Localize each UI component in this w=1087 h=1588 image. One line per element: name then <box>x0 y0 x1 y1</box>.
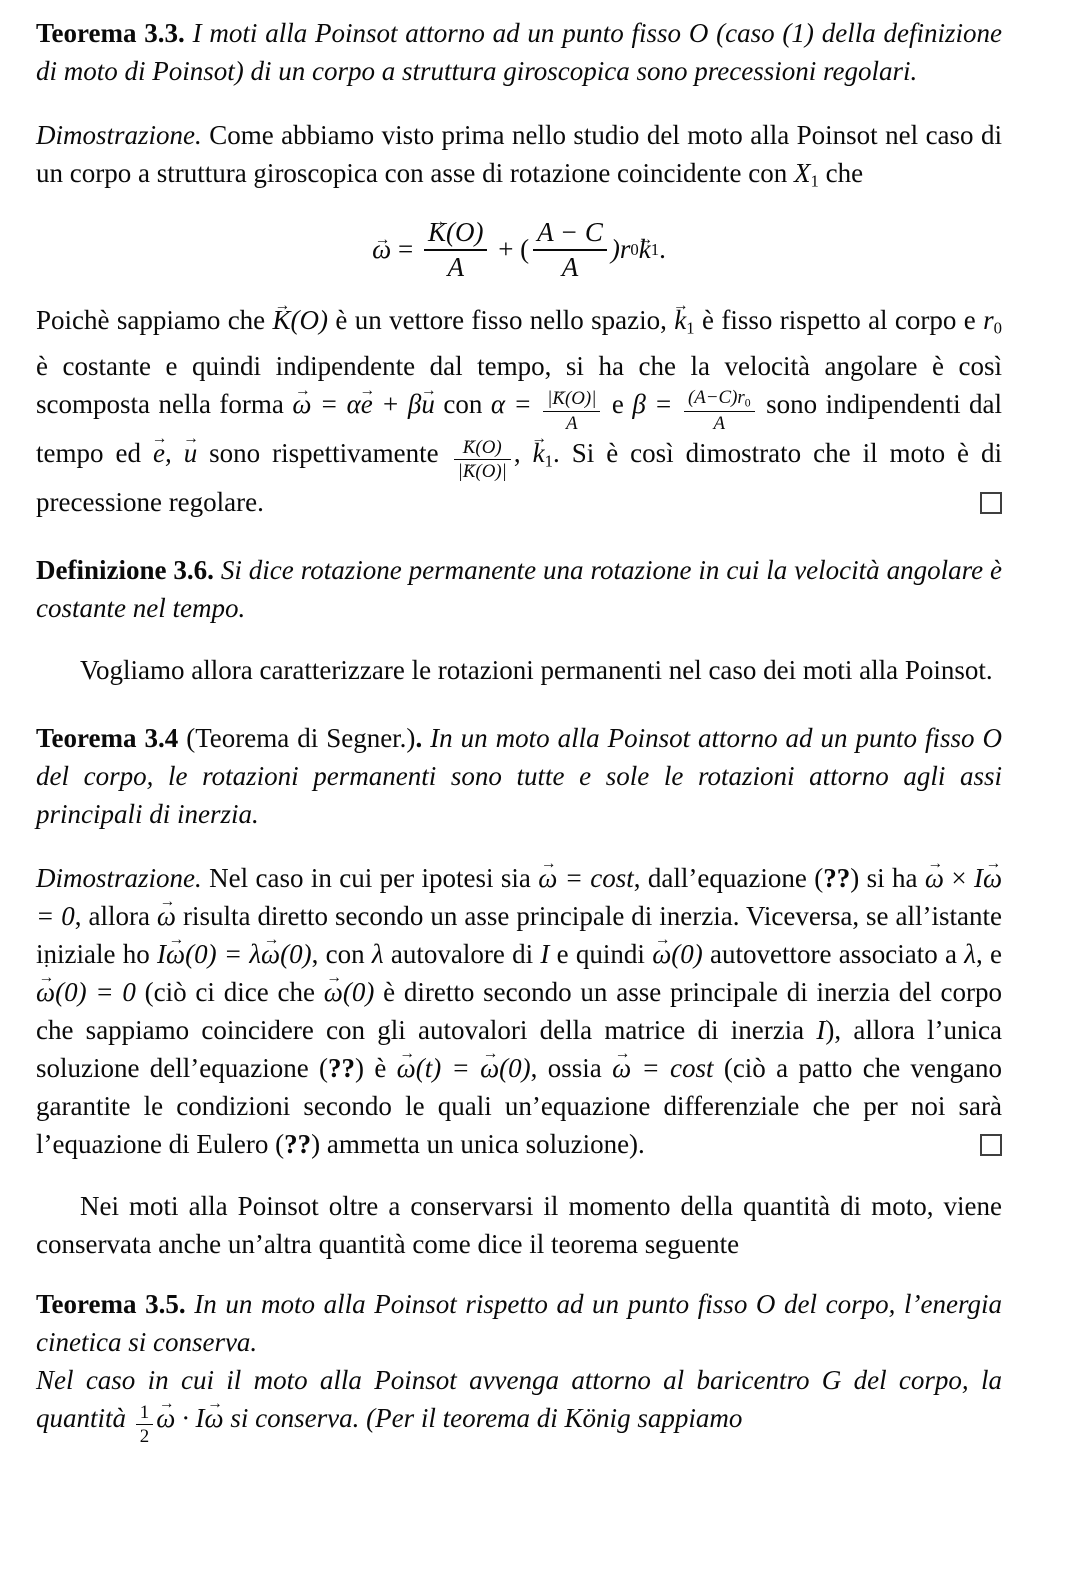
text-run: Teorema 3.3. <box>36 18 185 48</box>
text-run: A <box>447 251 464 282</box>
text-run: (ciò a patto che vengano garantite le condizioni secondo le quali un’equazione differenziale che per noi sarà l’equazione di Eulero ( <box>36 1053 1002 1160</box>
vector-ω: ω → <box>925 859 944 897</box>
vector-ω: ω → <box>157 897 176 935</box>
text-run: Teorema 3.5. <box>36 1289 186 1320</box>
theorem-3-4-segner <box>36 719 1002 833</box>
text-run: . <box>659 233 666 264</box>
text-run: (O)| <box>475 461 507 483</box>
vector-k: k → <box>639 235 651 265</box>
text-run: Nel caso in cui per ipotesi sia <box>201 863 539 894</box>
text-run: (0) = λ <box>185 939 262 970</box>
text-run: 1 <box>544 451 553 471</box>
vector-K: K → <box>428 217 446 248</box>
text-run: (O) <box>445 216 484 247</box>
text-run: (O) <box>290 304 329 335</box>
text-run: A <box>561 251 579 282</box>
text-run: (0) <box>499 1053 531 1084</box>
text-run: In un moto alla Poinsot rispetto ad un punto fisso O del corpo, l’energia cinetica si conserva. <box>36 1289 1002 1358</box>
text-run: I <box>540 939 550 970</box>
proof-3-3-intro <box>36 116 1002 201</box>
text-run: + ( <box>491 233 530 264</box>
text-run: ?? <box>823 863 851 894</box>
theorem-3-3 <box>36 14 1002 90</box>
text-run: e <box>603 389 633 420</box>
text-run: × <box>943 863 974 894</box>
text-run: = 0 <box>36 901 75 932</box>
text-run: è fisso rispetto al corpo e <box>694 304 984 335</box>
vector-K: K → <box>552 388 565 410</box>
text-run: è costante e quindi indipendente dal tempo, si ha che la velocità angolare è così scomposta nella forma <box>36 351 1002 420</box>
paragraph-vogliamo <box>36 651 1002 689</box>
text-run: 1 <box>686 318 695 338</box>
text-run: Teorema 3.4 <box>36 723 179 754</box>
vector-ω: ω → <box>983 859 1002 897</box>
text-run: si conserva. (Per il teorema di König sappiamo <box>223 1403 743 1434</box>
text-run: , dall’equazione ( <box>633 863 824 894</box>
text-run: Poichè sappiamo che <box>36 304 273 335</box>
text-run: I <box>973 863 983 894</box>
text-run: Nel caso in cui il moto alla Poinsot avvenga attorno al baricentro G del corpo, la quantità <box>36 1365 1002 1434</box>
text-run: ?? <box>284 1129 312 1160</box>
text-run: e quindi <box>549 939 653 970</box>
text-run: · I <box>175 1403 205 1434</box>
text-run: 0 <box>630 239 639 259</box>
text-run: I <box>816 1015 826 1046</box>
text-run: α = <box>490 389 541 420</box>
vector-e: e → <box>153 434 165 472</box>
text-run: (0) <box>280 939 312 970</box>
definition-3-6 <box>36 551 1002 627</box>
display-equation-omega <box>36 217 1002 283</box>
text-run: che <box>818 158 864 188</box>
text-run: A − C <box>537 216 603 247</box>
text-run: + β <box>372 389 422 420</box>
text-run: (0) <box>342 977 375 1008</box>
vector-ω: ω → <box>205 1399 224 1437</box>
vector-ω: ω → <box>166 935 185 973</box>
vector-K: K → <box>273 301 291 339</box>
text-run: β = <box>632 389 681 420</box>
text-run: 0 <box>993 318 1002 338</box>
vector-ω: ω → <box>372 235 391 265</box>
vector-ω: ω → <box>538 859 557 897</box>
text-run: risulta diretto secondo un asse principale di inerzia. Viceversa, se all’istante iniziale ho <box>36 901 1002 970</box>
text-run: è diretto secondo un asse principale di inerzia del corpo che sappiamo coincidere con gli autovalori della matrice di inerzia <box>36 977 1003 1046</box>
vector-k: k → <box>674 301 686 339</box>
text-run: ), allora l’unica soluzione dell’equazione ( <box>36 1015 1002 1084</box>
text-run: 1 <box>139 1401 150 1423</box>
vector-ω: ω → <box>292 385 311 423</box>
text-run: , allora <box>74 901 157 932</box>
vector-K: K → <box>463 461 476 483</box>
text-run: (ciò ci dice che <box>135 977 324 1008</box>
text-run: , ossia <box>530 1053 613 1084</box>
text-run: Si dice rotazione permanente una rotazione in cui la velocità angolare è costante nel tempo. <box>36 555 1002 624</box>
text-run: A <box>713 412 726 434</box>
proof-3-4 <box>36 859 1002 1163</box>
text-run: Come abbiamo visto prima nello studio del moto alla Poinsot nel caso di un corpo a struttura giroscopica con asse di rotazione coincidente con <box>36 120 1002 188</box>
text-run: , e <box>976 939 1003 970</box>
proof-3-3-body <box>36 301 1002 521</box>
text-run: autovalore di <box>383 939 541 970</box>
text-run: | <box>457 461 463 483</box>
theorem-3-5 <box>36 1285 1002 1448</box>
vector-e: e → <box>361 385 373 423</box>
vector-k: k → <box>533 434 545 472</box>
vector-u: u → <box>184 434 198 472</box>
text-run: . <box>415 723 423 754</box>
text-run: = α <box>311 389 361 420</box>
text-run: 2 <box>139 1426 150 1448</box>
vector-K: K → <box>463 437 476 459</box>
text-run: (t) = <box>415 1053 481 1084</box>
text-run: sono indipendenti dal tempo ed <box>36 389 1003 469</box>
text-run: λ <box>371 939 384 970</box>
text-run: ) è <box>355 1053 397 1084</box>
text-run: autovettore associato a <box>702 939 965 970</box>
text-run: r <box>983 304 994 335</box>
text-run: Nei moti alla Poinsot oltre a conservarsi il momento della quantità di moto, viene conservata anche un’altra quantità come dice il teorema seguente <box>36 1191 1002 1260</box>
text-run: = cost <box>631 1053 714 1084</box>
text-run: I <box>157 939 167 970</box>
text-run: Dimostrazione. <box>36 863 202 894</box>
text-run: , <box>513 438 533 469</box>
paragraph-nei-moti <box>36 1187 1002 1263</box>
vector-ω: ω → <box>324 973 343 1011</box>
text-run: )r <box>610 233 631 264</box>
text-run: 0 <box>744 396 751 410</box>
text-run: Definizione 3.6. <box>36 555 214 586</box>
text-run: è un vettore fisso nello spazio, <box>328 304 675 335</box>
fraction <box>454 437 511 483</box>
fraction <box>136 1402 153 1448</box>
vector-ω: ω → <box>612 1049 631 1087</box>
text-run: Dimostrazione. <box>36 120 202 150</box>
vector-ω: ω → <box>156 1399 175 1437</box>
fraction <box>543 388 600 434</box>
text-run: (A−C)r <box>687 386 745 408</box>
vector-ω: ω → <box>397 1049 416 1087</box>
text-run: (0) = 0 <box>55 977 136 1008</box>
text-run: I moti alla Poinsot attorno ad un punto fisso O (caso (1) della definizione di moto di Poinsot) di un corpo a struttura giroscopica sono precessioni regolari. <box>36 18 1002 86</box>
text-run: Vogliamo allora caratterizzare le rotazioni permanenti nel caso dei moti alla Poinsot. <box>80 655 993 686</box>
text-run: 1 <box>650 239 660 259</box>
text-run: sono rispettivamente <box>197 438 451 469</box>
vector-ω: ˙ ω → <box>36 973 55 1011</box>
text-run: (O)| <box>564 387 597 409</box>
text-run: λ <box>964 939 976 970</box>
text-run: , <box>164 438 184 469</box>
text-run: In un moto alla Poinsot attorno ad un punto fisso O del corpo, le rotazioni permanenti sono tutte e sole le rotazioni attorno agli assi principali di inerzia. <box>36 723 1002 830</box>
qed-box <box>980 1134 1002 1156</box>
text-run: X <box>793 158 811 188</box>
text-run: ?? <box>328 1053 356 1084</box>
text-run: A <box>566 412 578 434</box>
text-run: | <box>547 387 553 409</box>
text-run: ) ammetta un unica soluzione). <box>311 1129 645 1160</box>
text-run: = cost <box>557 863 634 894</box>
vector-ω: ω → <box>480 1049 499 1087</box>
text-run: con <box>434 389 491 420</box>
qed-box <box>980 492 1002 514</box>
text-run: (0) <box>671 939 703 970</box>
fraction <box>424 217 488 283</box>
fraction <box>684 387 755 434</box>
vector-u: u → <box>421 385 435 423</box>
vector-ω: ω → <box>652 935 671 973</box>
text-run: . Si è così dimostrato che il moto è di precessione regolare. <box>36 438 1003 518</box>
text-run: (Teorema di Segner.) <box>178 723 416 754</box>
text-run: (O) <box>475 436 502 458</box>
vector-ω: ω → <box>261 935 280 973</box>
text-run: 1 <box>810 171 819 191</box>
text-run: , con <box>311 939 372 970</box>
text-run: = <box>391 233 420 264</box>
fraction <box>533 217 607 283</box>
text-run: ) si ha <box>850 863 925 894</box>
